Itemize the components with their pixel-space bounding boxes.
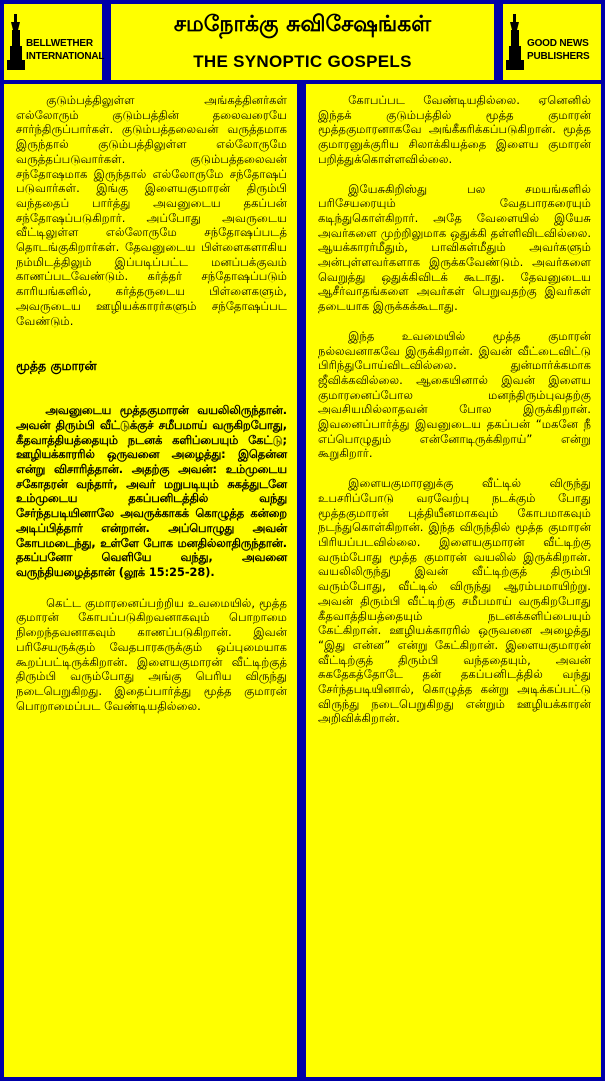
- logo-line-bellwether: BELLWETHER: [26, 38, 93, 49]
- paragraph: இந்த உவமையில் மூத்த குமாரன் நல்லவனாகவே இருக்கிறான். இவன் வீட்டைவிட்டு பிரிந்துபோய்விடவில்லை. துன்மார்க்கமாக ஜீவிக்கவில்லை. ஆகையினால் இவன் இளைய குமாரனைப்போல மனந்திரும்புவதற்கு அவசியமில்லாதவன் போல இருக்கிறான். இவனைப்பார்த்து இவனுடைய தகப்பன் “மகனே நீ எப்பொழுதும் என்னோடிருக்கிறாய்” என்று கூறுகிறார்.: [318, 328, 591, 461]
- good-news-logo: [503, 4, 601, 80]
- title-english: THE SYNOPTIC GOSPELS: [193, 52, 412, 71]
- left-column: [4, 84, 297, 1077]
- tower-icon: [505, 14, 525, 72]
- scripture-quote: அவனுடைய மூத்தகுமாரன் வயலிலிருந்தான். அவன் திரும்பி வீட்டுக்குச் சமீபமாய் வருகிறபோது, கீதவாத்தியத்தையும் நடனக் களிப்பையும் கேட்டு; ஊழியக்காரரில் ஒருவனை அழைத்து: இதென்ன என்று விசாரித்தான். அதற்கு அவன்: உம்முடைய சகோதரன் வந்தார், அவர் மறுபடியும் சுகத்துடனே உம்முடைய தகப்பனிடத்தில் வந்து சேர்ந்தபடியினாலே அவருக்காகக் கொழுத்த கன்றை அடிப்பித்தார் என்றான். அப்பொழுது அவன் கோபமடைந்து, உள்ளே போக மனதில்லாதிருந்தான். தகப்பனோ வெளியே வந்து, அவனை வருந்தியழைத்தான் (லூக் 15:25-28).: [16, 404, 287, 579]
- paragraph: இளையகுமாரனுக்கு வீட்டில் விருந்து உபசரிப்போடு வரவேற்பு நடக்கும் போது மூத்தகுமாரன் புத்தியீனமாகவும் கோபமாகவும் நடந்துகொள்கிறான். இந்த விருந்தில் மூத்த குமாரன் பிரியப்படவில்லை. இளையகுமாரன் வீட்டிற்கு வரும்போது மூத்த குமாரன் வயலில் இருக்கிறான். வயலிலிருந்து இவன் வீட்டிற்குத் திரும்பி வரும்போது, வீட்டில் விருந்து ஆரம்பமாயிற்று. அவன் திரும்பி வீட்டிற்கு சமீபமாய் வருகிறபோது கீதவாத்தியத்தையும் நடனக்களிப்பையும் கேட்கிறான். ஊழியக்காரரில் ஒருவனை அழைத்து “இது என்ன” என்று கேட்கிறான். இளையகுமாரன் வீட்டிற்குத் திரும்பி வந்ததையும், அவன் சுகதேகத்தோடே தன் தகப்பனிடத்தில் வந்து சேர்ந்தபடியினால், கொழுத்த கன்று அடிக்கப்பட்டு விருந்து நடைபெறுகிறது என்றும் ஊழியக்காரன் அறிவிக்கிறான்.: [318, 476, 591, 726]
- paragraph: கோபப்பட வேண்டியதில்லை. ஏனெனில் இந்தக் குடும்பத்தில் மூத்த குமாரன் மூத்தகுமாரனாகவே அங்கீகரிக்கப்படுகிறான். மூத்த குமாரனுக்குரிய சிலாக்கியத்தை இளைய குமாரன் பறித்துக்கொள்ளவில்லை.: [318, 93, 591, 166]
- logo-line-publishers: PUBLISHERS: [527, 51, 590, 62]
- paragraph: இயேசுகிறிஸ்து பல சமயங்களில் பரிசேயரையும் வேதபாரகரையும் கடிந்துகொள்கிறார். அதே வேளையில் இயேசு அவர்களை முற்றிலுமாக ஒதுக்கி தள்ளிவிடவில்லை. ஆயக்காரர்மீதும், பாவிகள்மீதும் அவர்களும் அன்புள்ளவர்களாக இருக்கவேண்டும். அவர்களை வெறுத்து ஒதுக்கிவிடக் கூடாது. தேவனுடைய ஆசீர்வாதங்களை அவர்கள் பெறுவதற்கு இவர்கள் தடையாக இருக்கக்கூடாது.: [318, 181, 591, 314]
- bellwether-logo: [4, 4, 105, 80]
- right-column: [306, 84, 601, 1077]
- logo-line-good-news: GOOD NEWS: [527, 38, 589, 49]
- paragraph: குடும்பத்திலுள்ள அங்கத்தினர்கள் எல்லோரும் குடும்பத்தின் தலைவரையே சார்ந்திருப்பார்கள். குடும்பத்தலைவன் வருத்தமாக இருந்தால் குடும்பத்திலுள்ள எல்லோருமே வருத்தப்படுவார்கள். குடும்பத்தலைவன் சந்தோஷமாக இருந்தால் எல்லோருமே சந்தோஷப் படுவார்கள். இங்கு இளையகுமாரன் திரும்பி வந்ததைப் பார்த்து அவனுடைய தகப்பன் சந்தோஷப்படுகிறார். அப்போது அவருடைய வீட்டிலுள்ள எல்லோருமே சந்தோஷப்படத் தொடங்குகிறார்கள். தேவனுடைய பிள்ளைகளாகிய நம்மிடத்திலும் இப்படிப்பட்ட மனப்பக்குவம் காணப்படவேண்டும். கர்த்தர் சந்தோஷப்படும் காரியங்களில், கர்த்தருடைய பிள்ளைகளும், அவருடைய ஊழியக்காரர்களும் சந்தோஷப்பட வேண்டும்.: [16, 93, 287, 328]
- paragraph: கெட்ட குமாரனைப்பற்றிய உவமையில், மூத்த குமாரன் கோபப்படுகிறவனாகவும் பொறாமை நிறைந்தவனாகவும் காணப்படுகிறான். இவன் பரிசேயருக்கும் வேதபாரகருக்கும் ஒப்புமையாக கூறப்பட்டிருக்கிறான். இளையகுமாரன் வீட்டிற்குத் திரும்பி வரும்போது அங்கு பெரிய விருந்து நடைபெறுகிறது. இதைப்பார்த்து மூத்த குமாரன் பொறாமைப்பட வேண்டியதில்லை.: [16, 595, 287, 713]
- section-heading: மூத்த குமாரன்: [16, 358, 97, 374]
- page-header: [111, 4, 494, 80]
- logo-line-international: INTERNATIONAL: [26, 51, 105, 62]
- title-tamil: சமநோக்கு சுவிசேஷங்கள்: [173, 12, 432, 37]
- bell-tower-icon: [6, 14, 26, 72]
